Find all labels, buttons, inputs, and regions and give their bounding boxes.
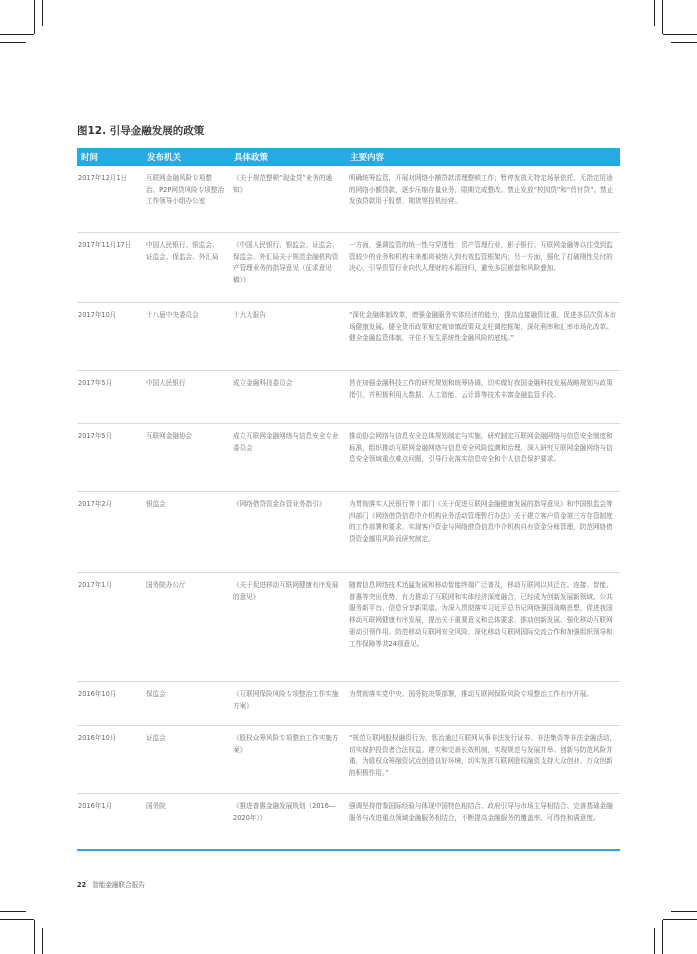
crop-mark-top-right-h2 [671, 42, 697, 43]
cell-content: 随着信息网络技术迅猛发展和移动智能终端广泛普及，移动互联网以其泛在、连接、智能、普惠等突出优势，有力推动了互联网和实体经济深度融合，已经成为创新发展新领域、公共服务新平台、信息分享新渠道。为深入贯彻落实习近平总书记网络强国战略思想，促进我国移动互联网健康有序发展，提出关于重要意义和总体要求、推动创新发展、强化移动互联网驱动引领作用、防范移动互联网安全风险、深化移动互联网国际交流合作和加强组织领导和工作保障等共24项意见。 [349, 581, 613, 648]
cell-agency: 互联网金融协会 [146, 432, 193, 440]
cell-agency: 中国人民银行、银监会、证监会、保监会、外汇局 [146, 241, 219, 261]
crop-mark-bottom-right-h2 [671, 911, 697, 912]
cell-agency: 银监会 [146, 500, 166, 508]
crop-mark-bottom-right-v2 [654, 928, 655, 954]
crop-mark-top-right-v [662, 0, 663, 34]
page-number: 22 [77, 881, 87, 889]
cell-agency: 国务院 [146, 802, 166, 810]
crop-mark-bottom-left-h2 [0, 911, 26, 912]
table-header [77, 148, 620, 166]
cell-policy: 成立互联网金融网络与信息安全专业委员会 [233, 432, 339, 452]
crop-mark-bottom-left-h [0, 919, 34, 920]
crop-mark-top-right-v2 [654, 0, 655, 26]
cell-content: 推动协会网络与信息安全总体规划制定与实施，研究制定互联网金融网络与信息安全制度和标准，组织推动互联网金融网络与信息安全风险监测和治理，深入研究互联网金融网络与信息安全领域重点难点问题，引导行业落实信息安全和个人信息保护要求。 [349, 432, 613, 464]
cell-content: “深化金融体制改革，增强金融服务实体经济的能力，提高直接融资比重，促进多层次资本市场健康发展。健全货币政策和宏观审慎政策双支柱调控框架，深化利率和汇率市场化改革。健全金融监管体制，守住不发生系统性金融风险的底线。” [349, 311, 617, 343]
table-row [77, 166, 620, 233]
cell-time: 2016年10月 [78, 690, 117, 698]
table-row [77, 371, 620, 424]
cell-time: 2017年5月 [78, 432, 113, 440]
policy-table [77, 148, 620, 851]
cell-time: 2017年11月17日 [78, 241, 132, 249]
cell-content: 强调坚持借鉴国际经验与体现中国特色相结合、政府引导与市场主导相结合、完善基础金融服务与改进重点领域金融服务相结合，不断提高金融服务的覆盖率、可得性和满意度。 [349, 802, 613, 822]
cell-content: 旨在加强金融科技工作的研究规划和统筹协调，切实做好我国金融科技发展战略规划与政策指引，并积极利用大数据、人工智能、云计算等技术丰富金融监管手段。 [349, 379, 613, 399]
cell-policy: 《网络借贷资金存管业务指引》 [233, 500, 326, 508]
cell-time: 2017年1月 [78, 581, 113, 589]
header-agency: 发布机关 [147, 153, 182, 163]
cell-policy: 《推进普惠金融发展规划（2016—2020年）》 [233, 802, 336, 822]
cell-content: 明确统筹监管，开展对网络小额贷款清理整顿工作；暂停发放无特定场景依托、无指定用途的网络小额贷款，逐步压缩存量业务，限期完成整改。禁止发放“校园贷”和“首付贷”。禁止发放贷款用于股票、期货等投机经营。 [349, 174, 614, 206]
header-policy: 具体政策 [234, 153, 269, 163]
figure-title: 图12. 引导金融发展的政策 [77, 125, 205, 137]
cell-agency: 十八届中央委员会 [146, 311, 199, 319]
table-row [77, 492, 620, 573]
cell-time: 2016年1月 [78, 802, 113, 810]
page-footer [77, 879, 145, 889]
table-row [77, 424, 620, 492]
cell-agency: 证监会 [146, 734, 166, 742]
table-row [77, 573, 620, 682]
cell-policy: 成立金融科技委员会 [233, 379, 293, 387]
cell-policy: 《关于促进移动互联网健康有序发展的意见》 [233, 581, 339, 601]
cell-time: 2017年12月1日 [78, 174, 128, 182]
cell-policy: 十九大报告 [233, 311, 266, 319]
cell-time: 2017年10月 [78, 311, 117, 319]
cell-time: 2016年10月 [78, 734, 117, 742]
crop-mark-bottom-left-v2 [42, 928, 43, 954]
cell-content: “规范互联网股权融资行为，惩治通过互联网从事非法发行证券、非法集资等非法金融活动，切实保护投资者合法权益。建立和完善长效机制，实现规范与发展并举、创新与防范风险并重，为股权众筹融资试点创造良好环境，切实发挥互联网股权融资支持大众创业、万众创新的积极作用。” [349, 734, 617, 778]
crop-mark-top-left-h2 [0, 42, 26, 43]
cell-time: 2017年5月 [78, 379, 113, 387]
crop-mark-bottom-right-h [663, 919, 697, 920]
crop-mark-top-right-h [663, 34, 697, 35]
header-content: 主要内容 [350, 153, 385, 163]
crop-mark-bottom-left-v [34, 920, 35, 954]
cell-policy: 《互联网保险风险专项整治工作实施方案》 [233, 690, 339, 710]
cell-agency: 互联网金融风险专项整治、P2P网贷风险专项整治工作领导小组办公室 [146, 174, 225, 206]
crop-mark-top-left-v [34, 0, 35, 34]
table-row [77, 726, 620, 794]
cell-agency: 中国人民银行 [146, 379, 186, 387]
cell-agency: 保监会 [146, 690, 166, 698]
crop-mark-top-left-h [0, 34, 34, 35]
table-row [77, 682, 620, 726]
table-row [77, 303, 620, 371]
table-row [77, 233, 620, 303]
cell-agency: 国务院办公厅 [146, 581, 186, 589]
cell-policy: 《中国人民银行、银监会、证监会、保监会、外汇局关于规范金融机构资产管理业务的指导意见（征求意见稿）》 [233, 241, 339, 285]
cell-content: 为贯彻落实党中央、国务院决策部署，推动互联网保险风险专项整治工作有序开展。 [349, 690, 593, 698]
crop-mark-bottom-right-v [662, 920, 663, 954]
cell-policy: 《关于规范整顿“现金贷”业务的通知》 [233, 174, 333, 194]
cell-content: 一方面，强调监管的统一性与穿透性：资产管理行业、影子银行、互联网金融等以往受到监管较少的业务和机构未来都将被纳入到有效监管框架内；另一方面，强化了打破刚性兑付的决心，引导资管行业向代人理财的本源回归，避免多层嵌套和风险叠加。 [349, 241, 613, 273]
cell-content: 为贯彻落实人民银行等十部门《关于促进互联网金融健康发展的指导意见》和中国银监会等四部门《网络借贷信息中介机构业务活动管理暂行办法》关于建立客户资金第三方存管制度的工作部署和要求，实现客户资金与网络借贷信息中介机构自有资金分账管理，防范网络借贷资金挪用风险而研究制定。 [349, 500, 613, 544]
table-row [77, 794, 620, 851]
cell-time: 2017年2月 [78, 500, 113, 508]
header-time: 时间 [81, 153, 99, 163]
cell-policy: 《股权众筹风险专项整治工作实施方案》 [233, 734, 339, 754]
report-title: 智能金融联合报告 [92, 881, 145, 889]
crop-mark-top-left-v2 [42, 0, 43, 26]
